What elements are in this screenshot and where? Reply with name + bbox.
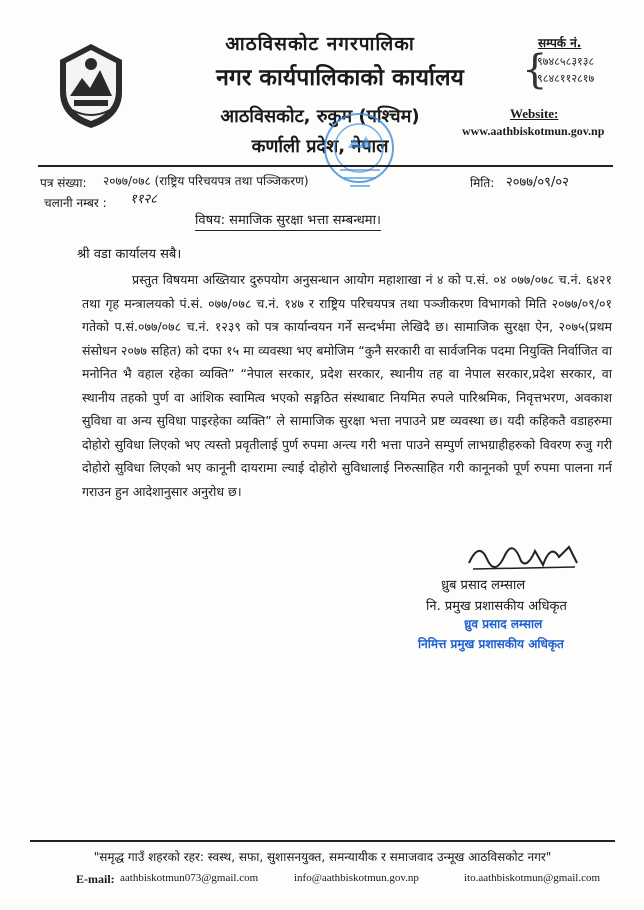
letterhead-province: कर्णाली प्रदेश, नेपाल bbox=[251, 136, 389, 157]
body-paragraph: प्रस्तुत विषयमा अख्तियार दुरुपयोग अनुसन्धान आयोग महाशाखा नं ४ को प.सं. ०४ ०७७/०७८ च.नं. ६४२१ तथा गृह मन्त्रालयको पं.सं. ०७७/०७८ च.नं. १४७ र राष्ट्रिय परिचयपत्र तथा पञ्जीकरण विभागको मिति २०७७/०९/०१ गतेको प.सं.०७७/०७८ च.नं. १२३९ को पत्र कार्यान्वयन गर्ने सन्दर्भमा लेखिदै छ। सामाजिक सुरक्षा ऐन, २०७५(प्रथम संसोधन २०७७ सहित) को दफा १५ मा व्यवस्था भए बमोजिम “कुनै सरकारी वा सार्वजनिक पदमा नियुक्ति निर्वाजित वा मनोनित भै वहाल रहेका व्यक्ति” “नेपाल सरकार, प्रदेश सरकार, स्थानीय तह वा नेपाल सरकार,प्रदेश सरकार, वा स्थानीय तहको पुर्ण वा आंशिक स्वामित्व भएको सङ्गठित संस्थाबाट नियमित रुपले पारिश्रमिक, निवृत्तभरण, अवकाश सुविधा वा अन्य सुविधा पाइरहेका व्यक्ति” ले सामाजिक सुरक्षा भत्ता नपाउने प्रष्ट व्यवस्था छ। यदी कहिकतै वडाहरुमा दोहोरो सुविधा लिएको भए त्यस्तो प्रवृतीलाई पुर्ण रुपमा अन्त्य गरी भत्ता पाउने सम्पुर्ण लाभग्राहीहरुको विवरण रुजु गरी दोहोरो सुविधा लिएको भए कानूनी दायरामा ल्याई दोहोरो सुविधालाई निरुत्साहित गरी कानूनको पूर्ण रुपमा पालना गर्न गराउन हुन आदेशानुसार अनुरोध छ। bbox=[82, 272, 612, 499]
signatory-name: ध्रुब प्रसाद लम्साल bbox=[441, 578, 526, 593]
addressee: श्री वडा कार्यालय सबै। bbox=[77, 247, 182, 262]
reference-number-label: पत्र संख्या: bbox=[40, 176, 87, 190]
letter-subject: विषय: समाजिक सुरक्षा भत्ता सम्बन्धमा। bbox=[195, 210, 381, 231]
website-label: Website: bbox=[510, 106, 559, 121]
contact-title: सम्पर्क नं. bbox=[538, 36, 582, 50]
dispatch-number-label: चलानी नम्बर : bbox=[44, 196, 107, 210]
email-address-2[interactable]: info@aathbiskotmun.gov.np bbox=[294, 872, 419, 884]
official-seal-stamp-icon bbox=[320, 108, 398, 198]
letter-body bbox=[82, 268, 612, 503]
email-label: E-mail: bbox=[76, 872, 115, 886]
stamp-signatory-title: निमित्त प्रमुख प्रशासकीय अधिकृत bbox=[418, 637, 564, 651]
letterhead-office-name: नगर कार्यपालिकाको कार्यालय bbox=[216, 65, 464, 91]
footer-slogan: "समृद्ध गाउँ शहरको रहर: स्वस्थ, सफा, सुशासनयुक्त, समन्यायीक र समाजवाद उन्मूख आठविसकोट नगर" bbox=[93, 850, 552, 864]
website-url: www.aathbiskotmun.gov.np bbox=[462, 124, 605, 138]
letterhead-municipality-name: आठविसकोट नगरपालिका bbox=[225, 33, 415, 55]
phone-number-2: ९८४८११२८१७ bbox=[537, 72, 595, 85]
reference-number-value: २०७७/०७८ (राष्ट्रिय परिचयपत्र तथा पञ्जिकरण) bbox=[103, 174, 309, 188]
brace-icon: { bbox=[522, 47, 548, 93]
date-value: २०७७/०९/०२ bbox=[506, 175, 569, 190]
municipality-emblem-icon bbox=[52, 40, 130, 132]
email-address-3[interactable]: ito.aathbiskotmun@gmail.com bbox=[464, 872, 601, 884]
footer-divider bbox=[30, 840, 615, 842]
header-divider bbox=[38, 165, 613, 167]
handwritten-signature bbox=[465, 533, 585, 575]
phone-number-1: ९७४८५८३१३८ bbox=[537, 55, 595, 68]
email-address-1[interactable]: aathbiskotmun073@gmail.com bbox=[120, 872, 259, 884]
letterhead-address: आठविसकोट, रुकुम (पश्चिम) bbox=[220, 106, 420, 127]
dispatch-number-value: ११२८ bbox=[130, 192, 158, 207]
stamp-signatory-name: ध्रुव प्रसाद लम्साल bbox=[464, 617, 543, 631]
signatory-title: नि. प्रमुख प्रशासकीय अधिकृत bbox=[426, 599, 567, 614]
date-label: मिति: bbox=[470, 176, 495, 190]
